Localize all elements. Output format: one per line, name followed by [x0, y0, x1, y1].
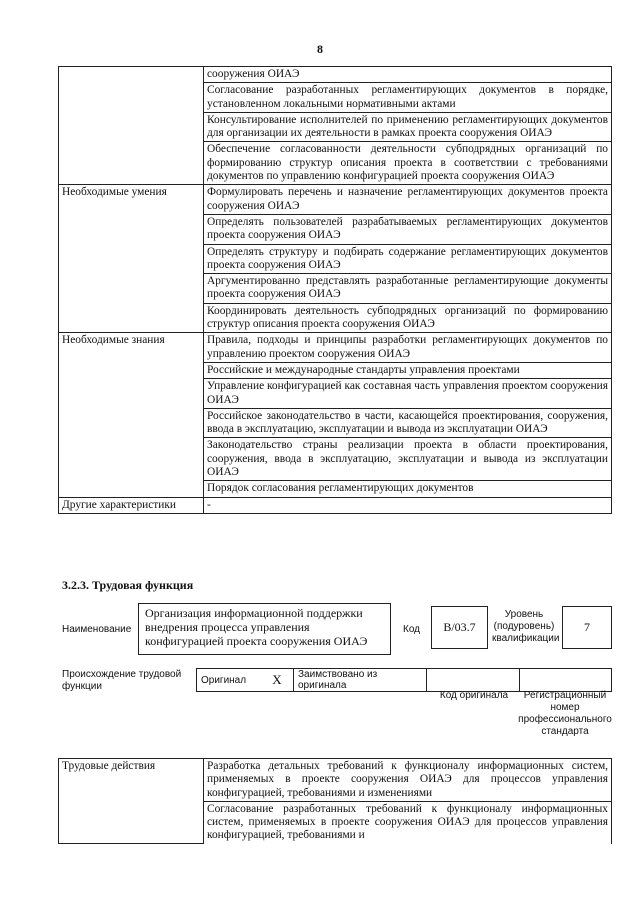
row-text: Обеспечение согласованности деятельности субподрядных организаций по формированию структур описания проекта в соответствии с требованиями документов по управлению конфигурацией проекта сооружения ОИАЭ: [204, 142, 612, 185]
row-text: Согласование разработанных требований к функционалу информационных систем, применяемых в проекте сооружения ОИАЭ для процессов управления конфигурацией, требованиями и: [204, 801, 612, 843]
requirements-table: [58, 66, 612, 514]
table-row: [59, 333, 612, 363]
origin-mark-cell: X: [261, 669, 294, 692]
table-row: [197, 669, 612, 692]
origin-reg-cell: [520, 669, 612, 692]
row-text: Согласование разработанных регламентирующих документов в порядке, установленном локальными нормативными актами: [204, 83, 612, 113]
row-text: Порядок согласования регламентирующих документов: [204, 481, 612, 497]
row-text: -: [204, 497, 612, 513]
level-label: Уровень (подуровень) квалификации: [492, 609, 560, 644]
section-title: 3.2.3. Трудовая функция: [62, 578, 194, 592]
row-text: Законодательство страны реализации проекта в области проектирования, сооружения, ввода в эксплуатацию, эксплуатации и вывода из эксплуатации ОИАЭ: [204, 438, 612, 481]
row-text: Формулировать перечень и назначение регламентирующих документов проекта сооружения ОИАЭ: [204, 185, 612, 215]
page-number: 8: [317, 42, 323, 56]
origin-code-caption: Код оригинала: [439, 690, 509, 701]
origin-code-cell: [427, 669, 520, 692]
name-label: Наименование: [62, 624, 132, 635]
row-text: Координировать деятельность субподрядных организаций по формированию структур описания проекта сооружения ОИАЭ: [204, 303, 612, 333]
row-text: сооружения ОИАЭ: [204, 67, 612, 83]
table-row: [59, 497, 612, 513]
function-name-box: Организация информационной поддержки внедрения процесса управления конфигурацией проекта сооружения ОИАЭ: [138, 603, 391, 655]
row-label-other: Другие характеристики: [59, 497, 204, 513]
table-row: [59, 185, 612, 215]
row-text: Разработка детальных требований к функционалу информационных систем, применяемых в проекте сооружения ОИАЭ для процессов управления конфигурацией, требованиями и изменениями: [204, 759, 612, 802]
origin-table: [196, 668, 612, 692]
row-text: Определять пользователей разрабатываемых регламентирующих документов проекта сооружения ОИАЭ: [204, 214, 612, 244]
row-text: Правила, подходы и принципы разработки регламентирующих документов по управлению проектом сооружения ОИАЭ: [204, 333, 612, 363]
row-label: [59, 67, 204, 185]
table-row: [59, 67, 612, 83]
row-text: Определять структуру и подбирать содержание регламентирующих документов проекта сооружения ОИАЭ: [204, 244, 612, 274]
row-text: Управление конфигурацией как составная часть управления проектом сооружения ОИАЭ: [204, 379, 612, 409]
origin-label: Происхождение трудовой функции: [62, 669, 182, 692]
row-label-skills: Необходимые умения: [59, 185, 204, 333]
labor-actions-table: [58, 758, 612, 844]
code-label: Код: [403, 624, 421, 635]
origin-reg-caption: Регистрационный номер профессионального стандарта: [518, 690, 612, 737]
level-box: 7: [562, 606, 612, 649]
origin-borrowed-cell: Заимствовано из оригинала: [294, 669, 427, 692]
row-text: Российские и международные стандарты управления проектами: [204, 362, 612, 378]
row-text: Консультирование исполнителей по применению регламентирующих документов для организации их деятельности в рамках проекта сооружения ОИАЭ: [204, 112, 612, 142]
row-label-knowledge: Необходимые знания: [59, 333, 204, 497]
table-row: [59, 759, 612, 802]
origin-original-cell: Оригинал: [197, 669, 262, 692]
row-label-actions: Трудовые действия: [59, 759, 204, 844]
row-text: Аргументированно представлять разработанные регламентирующие документы проекта сооружения ОИАЭ: [204, 274, 612, 304]
row-text: Российское законодательство в части, касающейся проектирования, сооружения, ввода в эксплуатацию, эксплуатации и вывода из эксплуатации ОИАЭ: [204, 408, 612, 438]
function-code-box: B/03.7: [431, 606, 488, 649]
